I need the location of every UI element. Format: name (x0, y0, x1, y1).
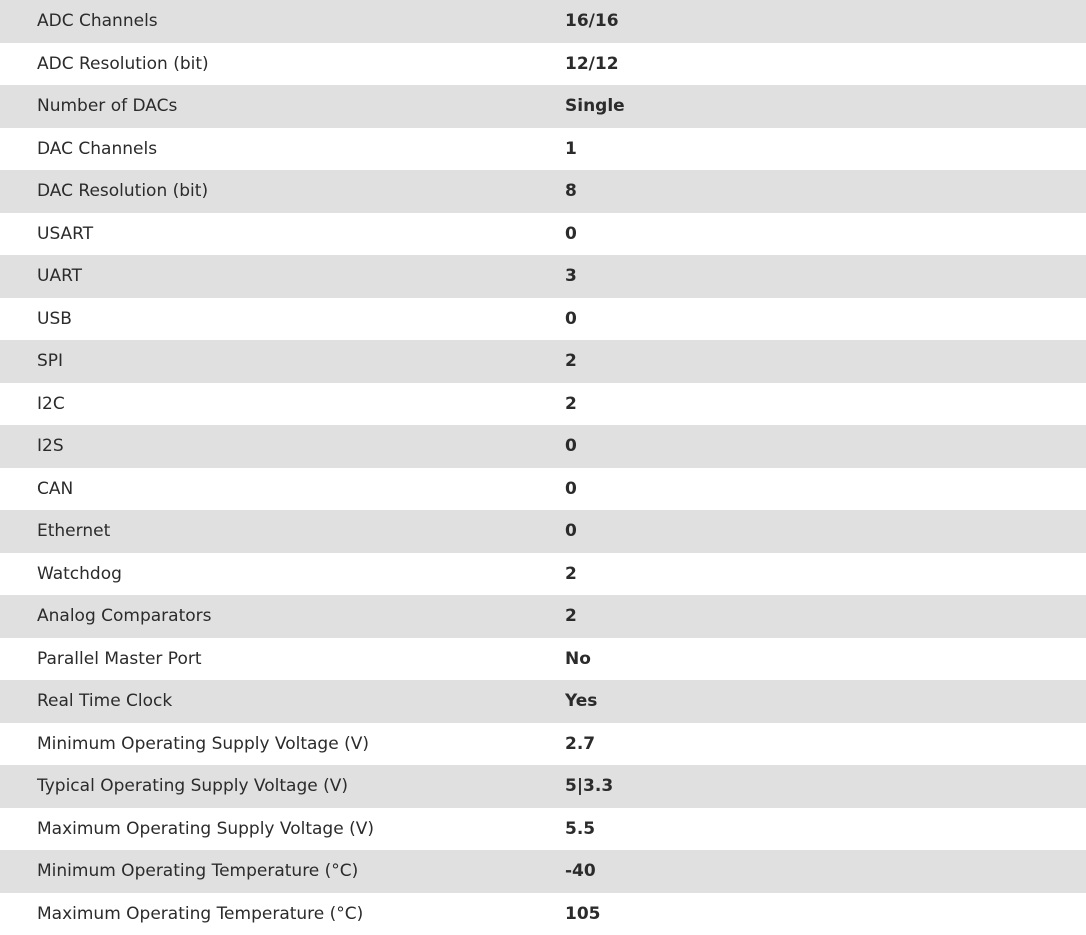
spec-label: UART (0, 255, 565, 298)
spec-label: Watchdog (0, 553, 565, 596)
spec-value: 16/16 (565, 0, 1086, 43)
table-row (0, 723, 1086, 766)
spec-label: I2C (0, 383, 565, 426)
table-row (0, 298, 1086, 341)
table-row (0, 638, 1086, 681)
spec-label: USB (0, 298, 565, 341)
spec-value: 12/12 (565, 43, 1086, 86)
spec-label: ADC Channels (0, 0, 565, 43)
spec-label: Real Time Clock (0, 680, 565, 723)
spec-value: 1 (565, 128, 1086, 171)
table-row (0, 383, 1086, 426)
spec-label: I2S (0, 425, 565, 468)
spec-value: 0 (565, 298, 1086, 341)
spec-value: Yes (565, 680, 1086, 723)
spec-value: 0 (565, 425, 1086, 468)
spec-value: 3 (565, 255, 1086, 298)
spec-label: Minimum Operating Temperature (°C) (0, 850, 565, 893)
table-row (0, 0, 1086, 43)
spec-value: 8 (565, 170, 1086, 213)
spec-value: No (565, 638, 1086, 681)
table-row (0, 468, 1086, 511)
spec-label: DAC Channels (0, 128, 565, 171)
spec-label: Maximum Operating Temperature (°C) (0, 893, 565, 935)
spec-label: USART (0, 213, 565, 256)
table-row (0, 553, 1086, 596)
table-row (0, 850, 1086, 893)
table-row (0, 425, 1086, 468)
spec-label: Number of DACs (0, 85, 565, 128)
table-row (0, 340, 1086, 383)
spec-value: 5.5 (565, 808, 1086, 851)
spec-value: -40 (565, 850, 1086, 893)
spec-value: 2 (565, 595, 1086, 638)
table-row (0, 765, 1086, 808)
table-row (0, 255, 1086, 298)
spec-label: Ethernet (0, 510, 565, 553)
spec-label: ADC Resolution (bit) (0, 43, 565, 86)
spec-label: Typical Operating Supply Voltage (V) (0, 765, 565, 808)
spec-label: SPI (0, 340, 565, 383)
spec-label: Minimum Operating Supply Voltage (V) (0, 723, 565, 766)
spec-value: 2 (565, 553, 1086, 596)
table-row (0, 893, 1086, 935)
table-row (0, 170, 1086, 213)
spec-label: Maximum Operating Supply Voltage (V) (0, 808, 565, 851)
spec-value: 105 (565, 893, 1086, 935)
spec-label: Parallel Master Port (0, 638, 565, 681)
table-row (0, 510, 1086, 553)
table-row (0, 128, 1086, 171)
spec-value: 2.7 (565, 723, 1086, 766)
spec-value: 2 (565, 340, 1086, 383)
spec-value: 0 (565, 510, 1086, 553)
spec-label: Analog Comparators (0, 595, 565, 638)
spec-value: 0 (565, 213, 1086, 256)
table-row (0, 85, 1086, 128)
spec-label: CAN (0, 468, 565, 511)
table-row (0, 595, 1086, 638)
spec-value: Single (565, 85, 1086, 128)
spec-value: 0 (565, 468, 1086, 511)
table-row (0, 808, 1086, 851)
table-row (0, 213, 1086, 256)
spec-label: DAC Resolution (bit) (0, 170, 565, 213)
spec-value: 5|3.3 (565, 765, 1086, 808)
table-row (0, 680, 1086, 723)
spec-value: 2 (565, 383, 1086, 426)
table-row (0, 43, 1086, 86)
